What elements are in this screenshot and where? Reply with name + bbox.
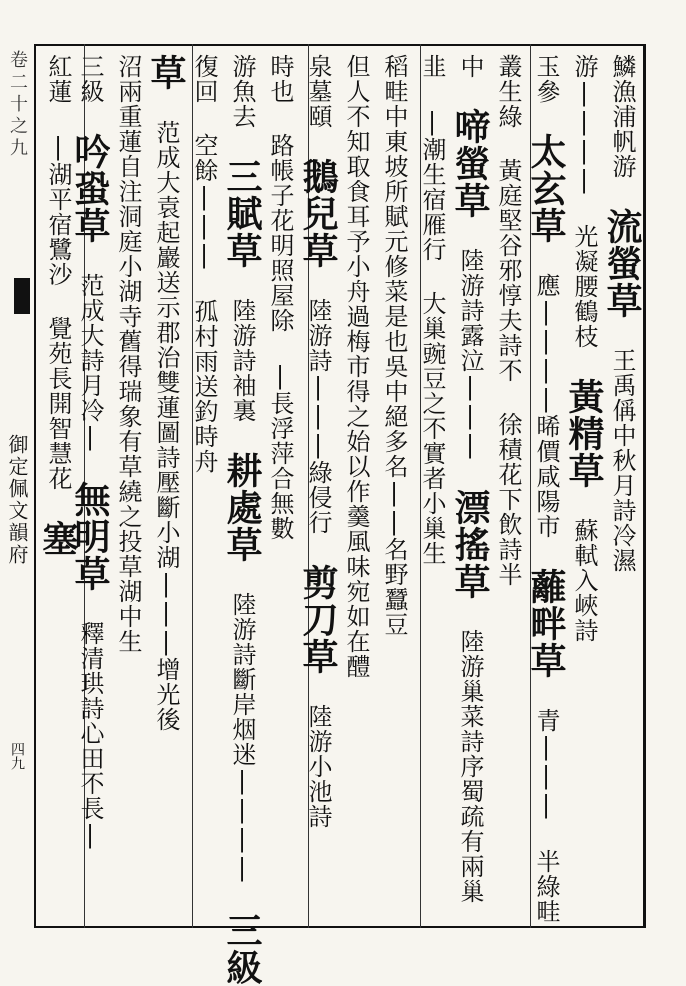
text-column-8: 但人不知取食耳予小舟過梅市得之始以作羹風味宛如在醴	[342, 54, 370, 679]
text-column-4: 叢生綠 黃庭堅谷邪惇夫詩不 徐積花下飲詩半	[494, 54, 522, 587]
text-column-15: 三級 吟蛩草 范成大詩月冷| 無明草 釋清珙詩心田不長|	[69, 54, 111, 850]
head-term: 三賦草	[221, 158, 263, 269]
text-column-5: 中 啼螢草 陸游詩露泣||| 漂搖草 陸游巢菜詩序蜀疏有兩巢	[449, 54, 491, 904]
text-column-16: 紅蓮 |湖平宿鷺沙 覺苑長開智慧花 塞	[37, 54, 79, 557]
text-column-10: 時也 路帳子花明照屋除 |長浮萍合無數	[266, 54, 294, 541]
text-column-2: 游|||| 光凝腰鶴枝 黃精草 蘇軾入峽詩	[563, 54, 605, 643]
head-term: 太玄草	[525, 133, 567, 244]
head-term: 剪刀草	[297, 564, 339, 675]
head-term: 啼螢草	[449, 108, 491, 219]
head-term: 流螢草	[601, 208, 643, 319]
head-term: 黃精草	[563, 378, 605, 489]
head-term: 漂搖草	[449, 489, 491, 600]
book-title: 御定佩文韻府	[5, 434, 29, 566]
head-term: 草	[145, 54, 187, 91]
text-column-6: 韭 |潮生宿雁行 大巢豌豆之不實者小巢生	[418, 54, 446, 566]
text-column-3: 玉參 太玄草 應||||晞價咸陽市 蘺畔草 青||| 半綠畦	[525, 54, 567, 924]
text-column-14: 沼兩重蓮自注洞庭小湖寺舊得瑞象有草繞之投草湖中生	[114, 54, 142, 654]
head-term: 三級	[221, 912, 263, 986]
margin-volume-marker: 卷二十之九	[7, 50, 28, 160]
text-column-9: 泉墓頤 鵝兒草 陸游詩|||綠侵行 剪刀草 陸游小池詩	[297, 54, 339, 829]
head-term: 無明草	[69, 481, 111, 592]
head-term: 塞	[37, 520, 79, 557]
text-column-13: 草 范成大袁起巖送示郡治雙蓮圖詩壓斷小湖|||增光後	[145, 54, 187, 732]
margin-block-mark	[14, 278, 30, 314]
head-term: 蘺畔草	[525, 568, 567, 679]
head-term: 鵝兒草	[297, 158, 339, 269]
page-number: 四九	[9, 742, 25, 770]
text-column-12: 復回 空餘||| 孤村雨送釣時舟	[190, 54, 218, 474]
head-term: 耕處草	[221, 452, 263, 563]
text-column-1: 鱗漁浦帆游 流螢草 王禹偁中秋月詩冷濕	[601, 54, 643, 573]
head-term: 吟蛩草	[69, 133, 111, 244]
text-column-11: 游魚去 三賦草 陸游詩袖裏 耕處草 陸游詩斷岸烟迷|||| 三級	[221, 54, 263, 986]
text-column-7: 稻畦中東坡所賦元修菜是也吳中絕多名||名野蠶豆	[380, 54, 408, 637]
